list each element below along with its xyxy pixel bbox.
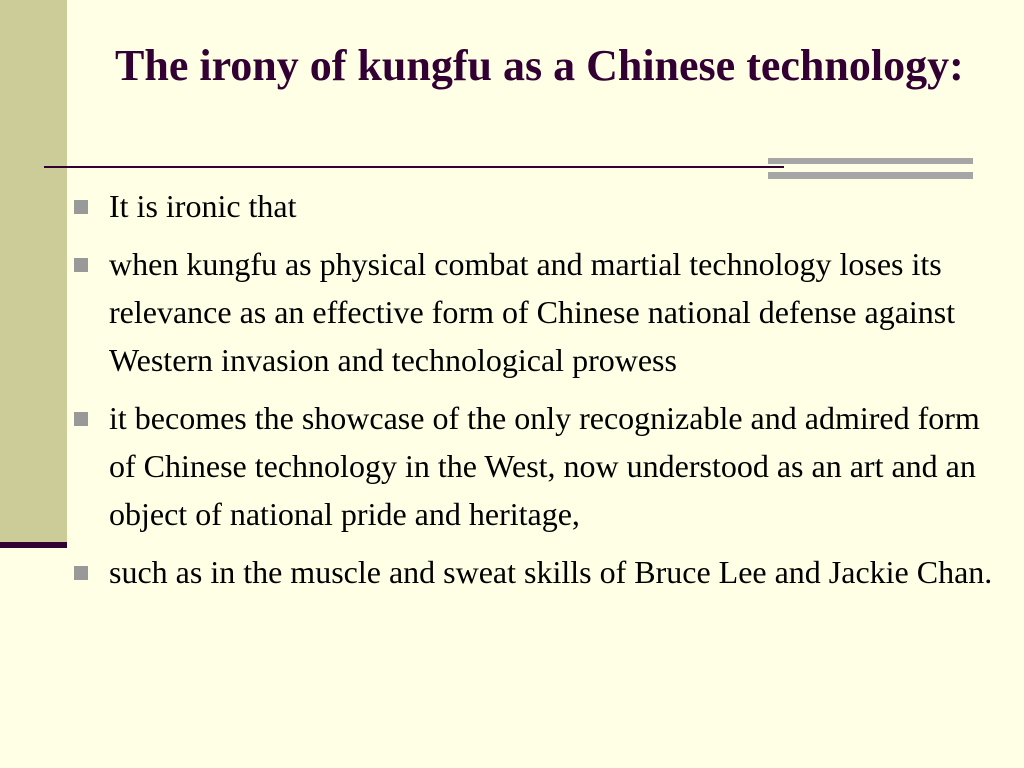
bullet-item <box>74 240 1004 384</box>
bullet-text: such as in the muscle and sweat skills of Bruce Lee and Jackie Chan. <box>109 554 993 590</box>
square-bullet-icon <box>74 200 88 214</box>
bullet-text: It is ironic that <box>109 188 297 224</box>
side-decoration-band <box>0 0 67 544</box>
accent-bar-top <box>768 158 973 164</box>
accent-bar-bottom <box>768 172 973 179</box>
bullet-text: when kungfu as physical combat and martial technology loses its relevance as an effective form of Chinese national defense against Western invasion and technological prowess <box>109 246 956 378</box>
side-decoration-rule <box>0 542 67 548</box>
square-bullet-icon <box>74 258 88 272</box>
bullet-text: it becomes the showcase of the only recognizable and admired form of Chinese technology in the West, now understood as an art and an object of national pride and heritage, <box>109 400 980 532</box>
bullet-item <box>74 182 1004 230</box>
title-underline <box>44 166 784 168</box>
bullet-item <box>74 548 1004 596</box>
square-bullet-icon <box>74 566 88 580</box>
bullet-item <box>74 394 1004 538</box>
bullet-list <box>74 182 1004 606</box>
square-bullet-icon <box>74 412 88 426</box>
slide-title: The irony of kungfu as a Chinese technology: <box>115 41 964 90</box>
